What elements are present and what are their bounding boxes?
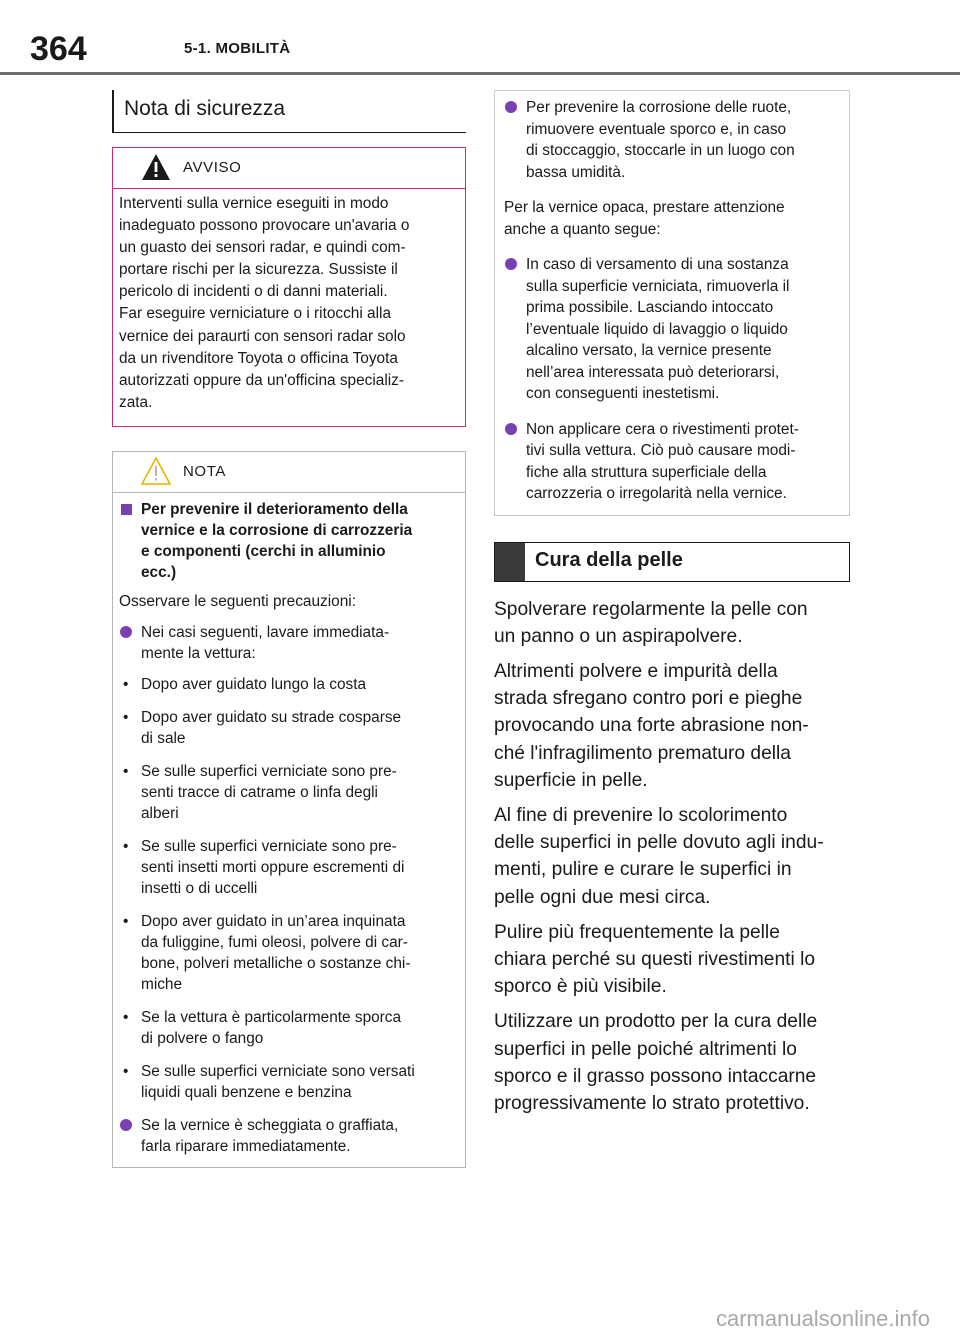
paint-care-box: [494, 90, 850, 516]
wax-line: Non applicare cera o rivestimenti protet-: [526, 420, 799, 438]
warning-line: Far eseguire verniciature o i ritocchi alla: [119, 305, 392, 323]
list-line: insetti o di uccelli: [141, 879, 258, 897]
list-line: Se la vettura è particolarmente sporca: [141, 1008, 402, 1026]
right-column: [494, 90, 850, 1125]
note-content: [113, 493, 465, 1167]
bullet-dot-icon: •: [123, 837, 129, 855]
list-line: Dopo aver guidato su strade cosparse: [141, 708, 402, 726]
list-line: di sale: [141, 729, 186, 747]
warning-line: zata.: [119, 393, 153, 411]
list-line: liquidi quali benzene e benzina: [141, 1083, 352, 1101]
paragraph-line: menti, pulire e curare le superfici in: [494, 859, 792, 881]
list-item: [119, 707, 459, 749]
circle-bullet-icon: [505, 258, 517, 270]
safety-heading: Nota di sicurezza: [112, 90, 466, 133]
leather-heading: [494, 542, 850, 582]
section-title: 5-1. MOBILITÀ: [184, 40, 291, 57]
warning-line: autorizzati oppure da un'officina specializ-: [119, 371, 404, 389]
paragraph-line: chiara perché su questi rivestimenti lo: [494, 948, 816, 970]
left-column: [112, 90, 466, 1168]
warning-line: da un rivenditore Toyota o officina Toyota: [119, 349, 398, 367]
list-line: Se sulle superfici verniciate sono pre-: [141, 762, 397, 780]
watermark: carmanualsonline.info: [715, 1306, 930, 1331]
caution-triangle-icon: [141, 456, 171, 491]
paragraph: [494, 919, 850, 1001]
wheels-line: rimuovere eventuale sporco e, in caso: [526, 120, 787, 138]
bullet-dot-icon: •: [123, 762, 129, 780]
leather-heading-text: Cura della pelle: [535, 548, 683, 571]
wax-line: fiche alla struttura superficiale della: [526, 463, 767, 481]
note-title-line: ecc.): [141, 563, 177, 581]
paragraph-line: Altrimenti polvere e impurità della: [494, 660, 778, 682]
spill-line: alcalino versato, la vernice presente: [526, 342, 772, 359]
note-label: NOTA: [183, 462, 226, 480]
paragraph: [494, 1008, 850, 1117]
wax-line: tivi sulla vettura. Ciò può causare modi-: [526, 442, 796, 459]
spill-line: con conseguenti inestetismi.: [526, 385, 720, 402]
list-line: senti tracce di catrame o linfa degli: [141, 783, 378, 801]
paragraph: [494, 802, 850, 911]
header-rule: [0, 72, 960, 75]
spill-line: In caso di versamento di una sostanza: [526, 256, 789, 273]
page-number: 364: [30, 30, 87, 68]
paragraph-line: delle superfici in pelle dovuto agli indu-: [494, 832, 824, 854]
circle-bullet-icon: [505, 423, 517, 435]
bullet-dot-icon: •: [123, 1062, 129, 1080]
list-line: Se sulle superfici verniciate sono pre-: [141, 837, 397, 855]
repair-item: [119, 1115, 459, 1157]
bullet-dot-icon: •: [123, 1008, 129, 1026]
bullet-dot-icon: •: [123, 675, 129, 693]
matte-intro: [504, 197, 841, 240]
wheels-line: di stoccaggio, stoccarle in un luogo con: [526, 142, 795, 159]
note-intro: Osservare le seguenti precauzioni:: [119, 592, 356, 610]
warning-line: inadeguato possono provocare un'avaria o: [119, 217, 410, 235]
paragraph-line: superfici in pelle poiché altrimenti lo: [494, 1038, 797, 1060]
spill-line: sulla superficie verniciata, rimuoverla il: [526, 277, 790, 295]
paragraph-line: strada sfregano contro pori e pieghe: [494, 688, 803, 710]
list-line: Dopo aver guidato in un’area inquinata: [141, 912, 406, 930]
wheels-item: [504, 97, 841, 183]
list-item: [119, 1061, 459, 1103]
paragraph-line: Pulire più frequentemente la pelle: [494, 921, 780, 943]
paragraph-line: Al fine di prevenire lo scolorimento: [494, 804, 788, 826]
leather-body: [494, 596, 850, 1118]
matte-line: Per la vernice opaca, prestare attenzione: [504, 199, 785, 216]
warning-text: [113, 189, 465, 426]
bullet-dot-icon: •: [123, 912, 129, 930]
note-title: [119, 499, 459, 583]
list-line: Se sulle superfici verniciate sono versati: [141, 1062, 415, 1080]
paragraph: [494, 596, 850, 650]
wax-item: [504, 419, 841, 505]
wax-line: carrozzeria o irregolarità nella vernice.: [526, 485, 787, 502]
paragraph-line: pelle ogni due mesi circa.: [494, 886, 711, 908]
wash-line: Nei casi seguenti, lavare immediata-: [141, 623, 390, 641]
warning-header: [113, 148, 465, 189]
list-line: di polvere o fango: [141, 1029, 264, 1047]
list-line: bone, polveri metalliche o sostanze chi-: [141, 954, 411, 972]
list-line: miche: [141, 975, 183, 993]
heading-bar: [495, 543, 525, 581]
wash-line: mente la vettura:: [141, 644, 256, 662]
paragraph: [494, 658, 850, 794]
repair-line: Se la vernice è scheggiata o graffiata,: [141, 1116, 399, 1134]
warning-line: Interventi sulla vernice eseguiti in modo: [119, 195, 389, 212]
paragraph-line: ché l'infragilimento prematuro della: [494, 742, 791, 764]
warning-triangle-icon: [141, 152, 171, 187]
note-title-line: vernice e la corrosione di carrozzeria: [141, 521, 413, 539]
wheels-line: Per prevenire la corrosione delle ruote,: [526, 99, 792, 116]
note-title-line: e componenti (cerchi in alluminio: [141, 542, 386, 560]
warning-line: un guasto dei sensori radar, e quindi com-: [119, 239, 406, 257]
circle-bullet-icon: [120, 626, 132, 638]
note-box: [112, 451, 466, 1168]
note-header: [113, 452, 465, 493]
list-line: senti insetti morti oppure escrementi di: [141, 858, 405, 876]
spill-item: [504, 254, 841, 405]
repair-line: farla riparare immediatamente.: [141, 1137, 351, 1155]
circle-bullet-icon: [505, 101, 517, 113]
warning-box: [112, 147, 466, 427]
bullet-dot-icon: •: [123, 708, 129, 726]
spill-line: prima possibile. Lasciando intoccato: [526, 299, 774, 316]
wash-item: [119, 622, 459, 664]
warning-label: AVVISO: [183, 159, 242, 176]
spill-line: l’eventuale liquido di lavaggio o liquido: [526, 320, 788, 338]
matte-line: anche a quanto segue:: [504, 220, 661, 238]
list-line: Dopo aver guidato lungo la costa: [141, 675, 367, 693]
paragraph-line: superficie in pelle.: [494, 769, 648, 791]
paragraph-line: Spolverare regolarmente la pelle con: [494, 598, 808, 620]
list-item: [119, 674, 459, 695]
list-item: [119, 836, 459, 899]
paragraph-line: sporco è più visibile.: [494, 976, 667, 998]
note-title-line: Per prevenire il deterioramento della: [141, 500, 408, 518]
paragraph-line: un panno o un aspirapolvere.: [494, 625, 743, 647]
list-item: [119, 911, 459, 995]
page-header: [0, 0, 960, 78]
warning-line: pericolo di incidenti o di danni materiali.: [119, 283, 388, 301]
list-line: da fuliggine, fumi oleosi, polvere di car-: [141, 933, 408, 951]
paragraph-line: progressivamente lo strato protettivo.: [494, 1092, 810, 1114]
list-item: [119, 1007, 459, 1049]
paragraph-line: sporco e il grasso possono intaccarne: [494, 1065, 817, 1087]
spill-line: nell’area interessata può deteriorarsi,: [526, 363, 780, 381]
square-bullet-icon: [121, 504, 132, 515]
warning-line: portare rischi per la sicurezza. Sussiste il: [119, 261, 398, 279]
wheels-line: bassa umidità.: [526, 163, 626, 181]
circle-bullet-icon: [120, 1119, 132, 1131]
warning-line: vernice dei paraurti con sensori radar solo: [119, 327, 406, 345]
list-item: [119, 761, 459, 824]
list-line: alberi: [141, 804, 179, 822]
paragraph-line: Utilizzare un prodotto per la cura delle: [494, 1011, 818, 1033]
paragraph-line: provocando una forte abrasione non-: [494, 715, 809, 737]
